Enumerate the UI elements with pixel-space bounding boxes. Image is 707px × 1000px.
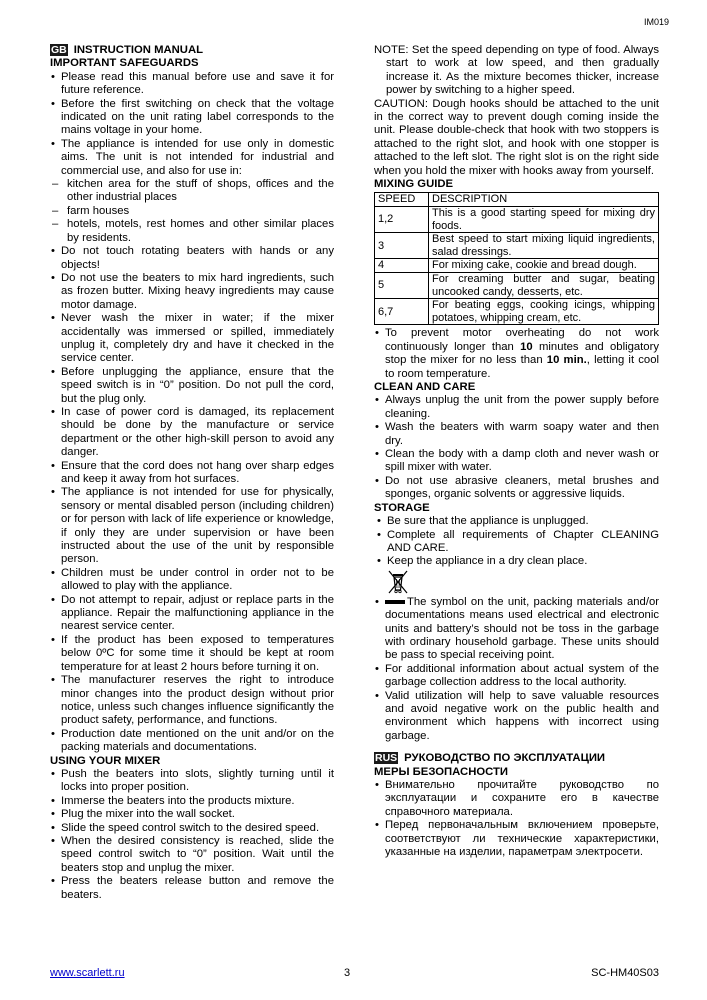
disposal-item: • The symbol on the unit, packing materials and/or documentations means used electrical and electronic units and battery’s should not be toss in the garbage with ordinary household garbage. These units should be pass to special receiving point.: [374, 596, 659, 663]
rus-safeguards-heading: МЕРЫ БЕЗОПАСНОСТИ: [374, 765, 509, 778]
rus-safeguard-item: • Перед первоначальным включением проверьте, соответствуют ли технические характеристики, указанные на изделии, параметрам электросети.: [374, 819, 659, 859]
using-list: [50, 768, 334, 902]
safeguard-item: • The manufacturer reserves the right to introduce minor changes into the product design without prior notice, unless such changes influence significantly the product safety, performance, and functions.: [50, 674, 334, 728]
safeguard-item: • Before unplugging the appliance, ensure that the speed switch is in “0” position. Do not pull the cord, but the plug only.: [50, 366, 334, 406]
description-cell: For creaming butter and sugar, beating uncooked candy, desserts, etc.: [429, 273, 659, 299]
disposal-item: • For additional information about actual system of the garbage collection address to the local authority.: [374, 663, 659, 690]
gb-language-badge: GB: [51, 44, 67, 56]
description-cell: For mixing cake, cookie and bread dough.: [429, 259, 659, 273]
mixing-guide-table: [374, 192, 659, 325]
weee-bar-icon: [385, 600, 405, 604]
using-step-item: • Slide the speed control switch to the desired speed.: [50, 822, 334, 835]
use-in-list: [50, 178, 334, 245]
using-heading: USING YOUR MIXER: [50, 754, 161, 767]
manual-title: GB INSTRUCTION MANUAL: [51, 44, 204, 56]
using-step-item: • Plug the mixer into the wall socket.: [50, 808, 334, 821]
left-column: [50, 44, 334, 902]
clean-item: • Always unplug the unit from the power supply before cleaning.: [374, 394, 659, 421]
speed-cell: 4: [375, 259, 429, 273]
disposal-item: • Valid utilization will help to save valuable resources and avoid negative work on the public health and environment which happens with incorrect using garbage.: [374, 690, 659, 744]
safeguard-item: • Before the first switching on check that the voltage indicated on the unit rating label corresponds to the mains voltage in your home.: [50, 98, 334, 138]
safeguards-heading: IMPORTANT SAFEGUARDS: [50, 57, 199, 70]
storage-item: • Be sure that the appliance is unplugged.: [374, 515, 659, 528]
using-step-item: • Push the beaters into slots, slightly turning until it locks into proper position.: [50, 768, 334, 795]
disposal-list: [374, 596, 659, 743]
use-location-item: – farm houses: [50, 205, 334, 218]
crossed-bin-icon: [386, 569, 410, 595]
description-cell: For beating eggs, cooking icings, whipping potatoes, whipping cream, etc.: [429, 299, 659, 325]
safeguard-item: • If the product has been exposed to temperatures below 0ºC for some time it should be kept at room temperature for at least 2 hours before turning it on.: [50, 634, 334, 674]
rus-language-badge: RUS: [375, 752, 398, 765]
speed-column-header: SPEED: [375, 193, 429, 207]
table-row: [375, 207, 659, 233]
mixing-guide-heading: MIXING GUIDE: [374, 178, 454, 191]
safeguard-item: • Children must be under control in order not to be allowed to play with the appliance.: [50, 567, 334, 594]
clean-item: • Clean the body with a damp cloth and never wash or spill mixer with water.: [374, 448, 659, 475]
description-column-header: DESCRIPTION: [429, 193, 659, 207]
overheat-list: [374, 327, 659, 381]
table-row: [375, 259, 659, 273]
storage-list: [374, 515, 659, 569]
description-cell: This is a good starting speed for mixing dry foods.: [429, 207, 659, 233]
model-number: SC-HM40S03: [591, 967, 659, 979]
safeguards-list-a: [50, 71, 334, 178]
table-header-row: [375, 193, 659, 207]
using-step-item: • Press the beaters release button and remove the beaters.: [50, 875, 334, 902]
speed-cell: 1,2: [375, 207, 429, 233]
table-row: [375, 233, 659, 259]
speed-note: NOTE: Set the speed depending on type of food. Always start to work at low speed, and then gradually increase it. As the mixture becomes thicker, increase power by switching to a higher speed.: [374, 44, 659, 97]
description-cell: Best speed to start mixing liquid ingredients, salad dressings.: [429, 233, 659, 259]
safeguard-item: • The appliance is intended for use only in domestic aims. The unit is not intended for industrial and commercial use, and also for use in:: [50, 138, 334, 178]
safeguards-list-b: [50, 245, 334, 754]
clean-care-heading: CLEAN AND CARE: [374, 381, 476, 394]
speed-cell: 5: [375, 273, 429, 299]
safeguard-item: • Production date mentioned on the unit and/or on the packing materials and documentations.: [50, 728, 334, 755]
safeguard-item: • In case of power cord is damaged, its replacement should be done by the manufacture or service department or the other high-skill person to avoid any danger.: [50, 406, 334, 460]
right-column: [374, 44, 659, 859]
storage-item: • Complete all requirements of Chapter CLEANING AND CARE.: [374, 529, 659, 556]
use-location-item: – hotels, motels, rest homes and other similar places by residents.: [50, 218, 334, 245]
table-row: [375, 273, 659, 299]
rus-list: [374, 779, 659, 859]
safeguard-item: • The appliance is not intended for use for physically, sensory or mental disabled person (including children) or for person with lack of life experience or knowledge, if only they are under supervision or have been instructed about the use of the unit by responsible person.: [50, 486, 334, 566]
page-number: 3: [344, 967, 351, 979]
clean-list: [374, 394, 659, 501]
storage-item: • Keep the appliance in a dry clean place.: [374, 555, 659, 568]
dough-hook-caution: CAUTION: Dough hooks should be attached to the unit in the correct way to prevent dough coming inside the unit. Please double-check that hook with two stoppers is attached to the right slot, and hook with one stopper is attached to the left slot. The right slot is on the right side when you hold the mixer with hooks away from yourself.: [374, 97, 659, 177]
storage-heading: STORAGE: [374, 501, 430, 514]
table-row: [375, 299, 659, 325]
safeguard-item: • Do not use the beaters to mix hard ingredients, such as frozen butter. Mixing heavy ingredients may cause motor damage.: [50, 272, 334, 312]
rus-safeguard-item: • Внимательно прочитайте руководство по эксплуатации и сохраните его в качестве справочного материала.: [374, 779, 659, 819]
clean-item: • Wash the beaters with warm soapy water and then dry.: [374, 421, 659, 448]
safeguard-item: • Do not touch rotating beaters with hands or any objects!: [50, 245, 334, 272]
use-location-item: – kitchen area for the stuff of shops, offices and the other industrial places: [50, 178, 334, 205]
using-step-item: • Immerse the beaters into the products mixture.: [50, 795, 334, 808]
weee-symbol-row: [374, 569, 659, 596]
safeguard-item: • Do not attempt to repair, adjust or replace parts in the appliance. Repair the malfunctioning appliance in the nearest service center.: [50, 594, 334, 634]
document-id: IM019: [643, 17, 669, 27]
safeguard-item: • Ensure that the cord does not hang over sharp edges and keep it away from hot surfaces.: [50, 460, 334, 487]
speed-cell: 6,7: [375, 299, 429, 325]
safeguard-item: • Please read this manual before use and save it for future reference.: [50, 71, 334, 98]
clean-item: • Do not use abrasive cleaners, metal brushes and sponges, organic solvents or aggressive liquids.: [374, 475, 659, 502]
speed-cell: 3: [375, 233, 429, 259]
overheat-warning: • To prevent motor overheating do not work continuously longer than 10 minutes and obligatory stop the mixer for no less than 10 min., letting it cool to room temperature.: [374, 327, 659, 381]
rus-manual-title: RUS РУКОВОДСТВО ПО ЭКСПЛУАТАЦИИ: [375, 752, 606, 765]
website-link[interactable]: www.scarlett.ru: [50, 967, 125, 979]
safeguard-item: • Never wash the mixer in water; if the mixer accidentally was immersed or spilled, immediately unplug it, completely dry and have it checked in the service center.: [50, 312, 334, 366]
using-step-item: • When the desired consistency is reached, slide the speed control switch to “0” position. Wait until the beaters stop and unplug the mixer.: [50, 835, 334, 875]
